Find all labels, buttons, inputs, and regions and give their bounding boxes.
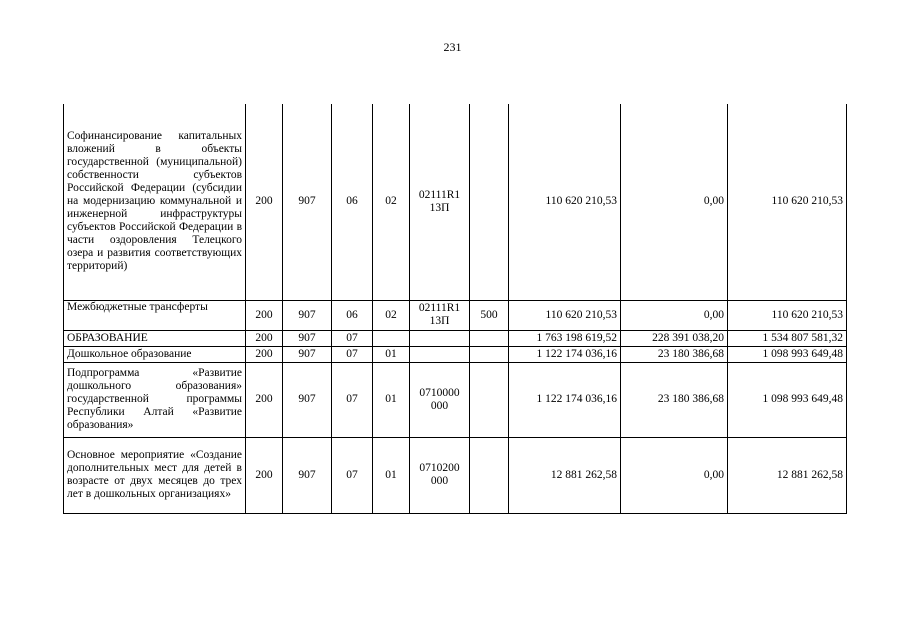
row-section: 06 bbox=[332, 300, 373, 330]
row-value-2: 23 180 386,68 bbox=[621, 346, 728, 362]
row-subsection: 01 bbox=[373, 362, 410, 437]
row-col-1: 200 bbox=[246, 104, 283, 300]
row-value-2: 228 391 038,20 bbox=[621, 330, 728, 346]
row-expense-kind bbox=[470, 346, 509, 362]
row-expense-kind: 500 bbox=[470, 300, 509, 330]
row-col-1: 200 bbox=[246, 362, 283, 437]
row-value-3: 1 098 993 649,48 bbox=[728, 346, 847, 362]
row-value-2: 0,00 bbox=[621, 300, 728, 330]
row-col-2: 907 bbox=[283, 437, 332, 513]
row-value-3: 110 620 210,53 bbox=[728, 104, 847, 300]
row-col-2: 907 bbox=[283, 104, 332, 300]
row-expense-kind bbox=[470, 437, 509, 513]
row-value-3: 1 098 993 649,48 bbox=[728, 362, 847, 437]
row-section: 06 bbox=[332, 104, 373, 300]
table-row bbox=[64, 330, 847, 346]
row-target-code bbox=[410, 346, 470, 362]
row-target-code: 02111R1 13П bbox=[410, 300, 470, 330]
row-value-3: 110 620 210,53 bbox=[728, 300, 847, 330]
row-description: Софинансирование капитальных вложений в объекты государственной (муниципальной) собственности субъектов Российской Федерации (субсидии на модернизацию коммунальной и инженерной инфраструктуры субъектов Российской Федерации в части оздоровления Телецкого озера и развития соответствующих территорий) bbox=[64, 104, 246, 300]
row-value-3: 12 881 262,58 bbox=[728, 437, 847, 513]
table-row bbox=[64, 437, 847, 513]
row-col-1: 200 bbox=[246, 346, 283, 362]
table-row bbox=[64, 300, 847, 330]
row-col-1: 200 bbox=[246, 300, 283, 330]
row-subsection: 01 bbox=[373, 437, 410, 513]
row-value-2: 0,00 bbox=[621, 437, 728, 513]
row-expense-kind bbox=[470, 362, 509, 437]
row-description: Основное мероприятие «Создание дополнительных мест для детей в возрасте от двух месяцев до трех лет в дошкольных организациях» bbox=[64, 437, 246, 513]
row-value-1: 110 620 210,53 bbox=[509, 104, 621, 300]
row-expense-kind bbox=[470, 104, 509, 300]
row-target-code: 0710200 000 bbox=[410, 437, 470, 513]
row-value-3: 1 534 807 581,32 bbox=[728, 330, 847, 346]
row-value-1: 1 122 174 036,16 bbox=[509, 346, 621, 362]
row-value-1: 110 620 210,53 bbox=[509, 300, 621, 330]
row-section: 07 bbox=[332, 362, 373, 437]
row-col-1: 200 bbox=[246, 330, 283, 346]
row-col-2: 907 bbox=[283, 362, 332, 437]
row-col-2: 907 bbox=[283, 300, 332, 330]
page-number: 231 bbox=[443, 40, 462, 54]
table-row bbox=[64, 362, 847, 437]
table-row bbox=[64, 104, 847, 300]
row-subsection: 02 bbox=[373, 300, 410, 330]
row-section: 07 bbox=[332, 437, 373, 513]
row-subsection bbox=[373, 330, 410, 346]
row-target-code: 02111R1 13П bbox=[410, 104, 470, 300]
row-subsection: 02 bbox=[373, 104, 410, 300]
budget-table bbox=[63, 104, 847, 514]
row-description: Дошкольное образование bbox=[64, 346, 246, 362]
row-description: ОБРАЗОВАНИЕ bbox=[64, 330, 246, 346]
row-value-1: 1 763 198 619,52 bbox=[509, 330, 621, 346]
row-col-2: 907 bbox=[283, 330, 332, 346]
row-value-2: 23 180 386,68 bbox=[621, 362, 728, 437]
row-target-code bbox=[410, 330, 470, 346]
row-target-code: 0710000 000 bbox=[410, 362, 470, 437]
row-value-2: 0,00 bbox=[621, 104, 728, 300]
row-col-1: 200 bbox=[246, 437, 283, 513]
table-row bbox=[64, 346, 847, 362]
row-section: 07 bbox=[332, 330, 373, 346]
row-expense-kind bbox=[470, 330, 509, 346]
row-value-1: 12 881 262,58 bbox=[509, 437, 621, 513]
row-description: Межбюджетные трансферты bbox=[64, 300, 246, 330]
row-value-1: 1 122 174 036,16 bbox=[509, 362, 621, 437]
row-description: Подпрограмма «Развитие дошкольного образования» государственной программы Республики Алтай «Развитие образования» bbox=[64, 362, 246, 437]
row-col-2: 907 bbox=[283, 346, 332, 362]
row-section: 07 bbox=[332, 346, 373, 362]
row-subsection: 01 bbox=[373, 346, 410, 362]
